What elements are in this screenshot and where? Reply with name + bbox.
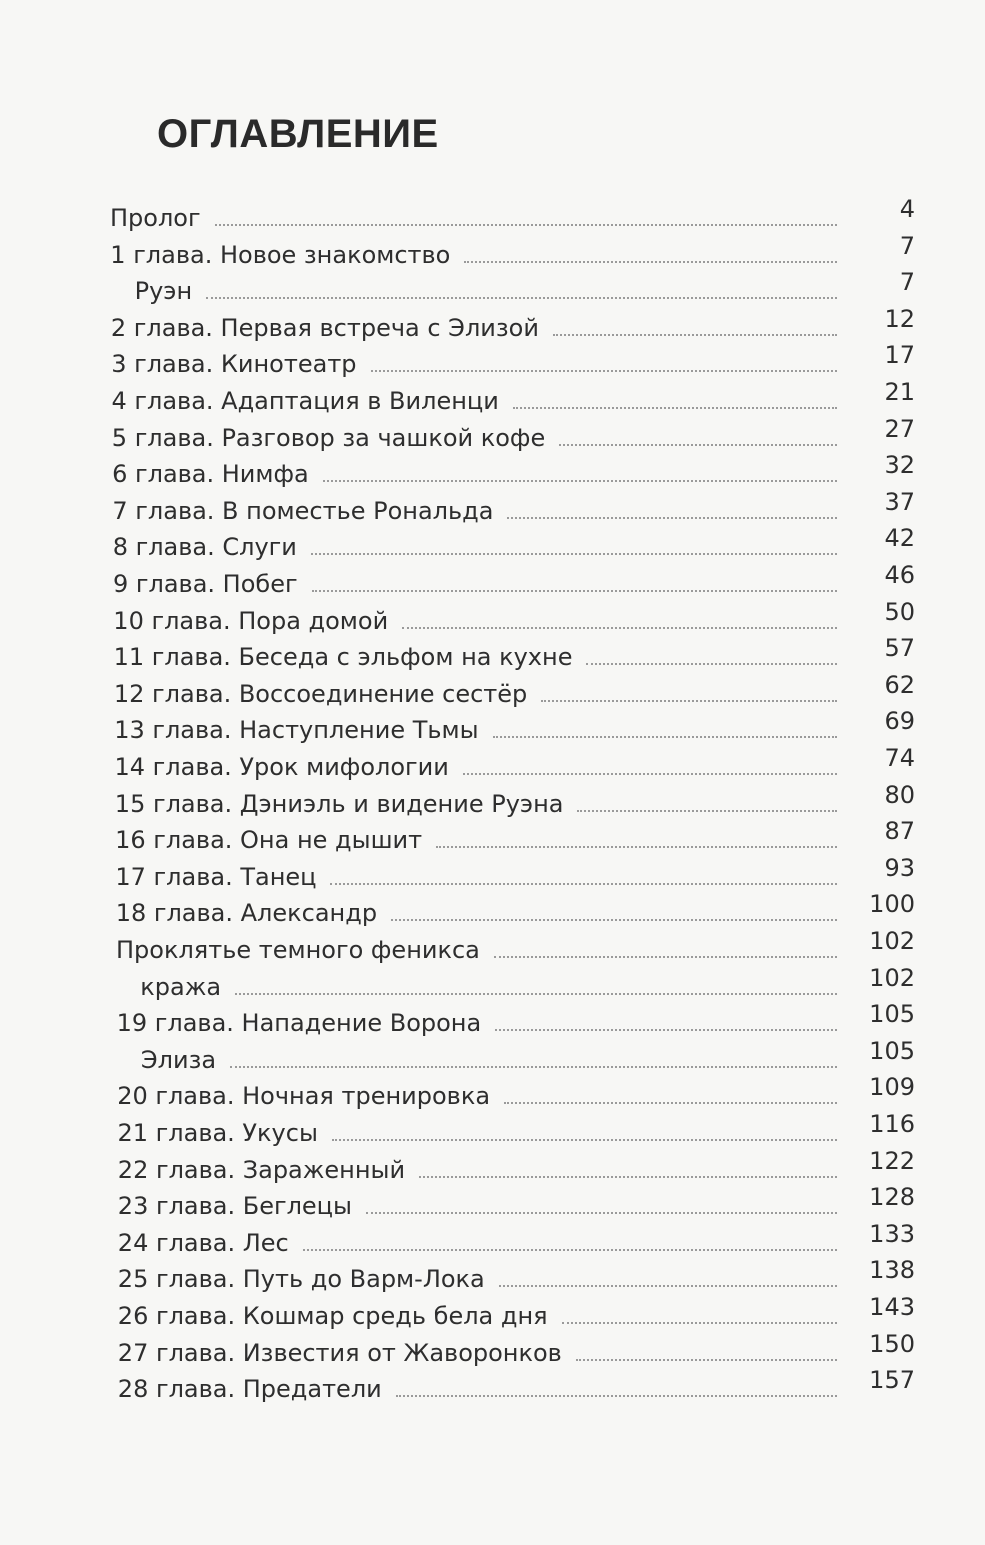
toc-entry-page-number: 32	[884, 451, 915, 480]
toc-entry-label: кража	[140, 972, 222, 1001]
dot-leader	[499, 1285, 837, 1287]
dot-leader	[303, 1249, 837, 1251]
dot-leader	[513, 407, 837, 409]
dot-leader	[312, 590, 837, 592]
dot-leader	[366, 1212, 837, 1214]
toc-entry-label: 1 глава. Новое знакомство	[110, 240, 451, 269]
toc-entry-label: 20 глава. Ночная тренировка	[117, 1082, 491, 1111]
toc-entry	[118, 1367, 915, 1403]
toc-entry-page-number: 74	[884, 744, 915, 772]
toc-entry-page-number: 100	[869, 890, 915, 919]
dot-leader	[206, 297, 837, 299]
dot-leader	[553, 334, 837, 336]
toc-entry-label: Элиза	[140, 1045, 217, 1074]
toc-entry-page-number: 37	[884, 487, 915, 516]
toc-entry	[112, 489, 915, 525]
toc-entry	[118, 1148, 915, 1184]
toc-entry-page-number: 7	[899, 231, 915, 260]
toc-entry	[110, 233, 915, 269]
toc-entry-page-number: 116	[869, 1110, 915, 1138]
dot-leader	[464, 261, 837, 263]
toc-entry	[114, 672, 915, 708]
toc-entry-page-number: 12	[884, 304, 915, 333]
toc-entry-label: 26 глава. Кошмар средь бела дня	[117, 1302, 548, 1330]
dot-leader	[586, 663, 837, 665]
toc-entry-page-number: 7	[899, 268, 915, 297]
toc-entry	[115, 855, 915, 891]
dot-leader	[323, 480, 837, 482]
toc-entry-page-number: 62	[884, 670, 915, 699]
toc-entry	[114, 708, 915, 744]
toc-entry-label: Проклятье темного феникса	[116, 936, 480, 964]
toc-entry-page-number: 69	[884, 707, 915, 736]
toc-entry	[112, 452, 915, 488]
dot-leader	[541, 700, 837, 702]
toc-entry-label: 17 глава. Танец	[115, 862, 317, 891]
toc-entry	[111, 306, 915, 342]
toc-entry-page-number: 42	[884, 524, 915, 553]
dot-leader	[330, 883, 837, 885]
toc-entry-label: 18 глава. Александр	[115, 899, 378, 928]
page-title: ОГЛАВЛЕНИЕ	[157, 112, 439, 156]
toc-entry	[114, 635, 915, 671]
dot-leader	[235, 993, 837, 995]
toc-entry-label: 9 глава. Побег	[113, 570, 298, 598]
toc-entry-label: 16 глава. Она не дышит	[115, 826, 423, 855]
toc-entry-label: 10 глава. Пора домой	[113, 606, 389, 635]
toc-entry	[115, 818, 915, 854]
toc-entry-label: 22 глава. Зараженный	[117, 1155, 406, 1184]
toc-entry-page-number: 122	[869, 1146, 915, 1175]
toc-entry	[118, 1331, 915, 1367]
dot-leader	[463, 773, 837, 775]
toc-entry	[113, 562, 915, 598]
dot-leader	[559, 444, 837, 446]
dot-leader	[436, 846, 837, 848]
toc-entry	[110, 196, 915, 232]
toc-entry	[117, 1074, 915, 1110]
toc-entry	[117, 1001, 915, 1037]
toc-entry-page-number: 157	[869, 1366, 915, 1395]
toc-entry-label: 7 глава. В поместье Рональда	[112, 496, 494, 525]
toc-entry-page-number: 105	[869, 1000, 915, 1029]
toc-entry-page-number: 109	[869, 1073, 915, 1102]
dot-leader	[419, 1176, 837, 1178]
dot-leader	[576, 1359, 837, 1361]
dot-leader	[494, 956, 837, 958]
toc-entry-page-number: 138	[869, 1256, 915, 1285]
toc-entry-label: 23 глава. Беглецы	[117, 1192, 352, 1221]
toc-entry-label: Руэн	[134, 277, 193, 306]
toc-entry	[118, 1294, 915, 1330]
toc-entry	[118, 1111, 916, 1147]
toc-entry-label: 15 глава. Дэниэль и видение Руэна	[114, 789, 564, 818]
dot-leader	[402, 627, 837, 629]
toc-entry-label: 6 глава. Нимфа	[112, 460, 309, 489]
dot-leader	[507, 517, 837, 519]
toc-entry-page-number: 17	[884, 341, 915, 370]
toc-entry-label: 27 глава. Известия от Жаворонков	[117, 1338, 562, 1367]
toc-entry	[111, 342, 915, 378]
toc-entry	[116, 928, 915, 964]
toc-entry-page-number: 105	[869, 1036, 915, 1065]
toc-entry	[116, 891, 915, 927]
toc-entry-page-number: 80	[884, 780, 915, 809]
toc-entry-label: 2 глава. Первая встреча с Элизой	[110, 313, 539, 342]
toc-entry	[112, 416, 915, 452]
toc-entry-label: 8 глава. Слуги	[112, 533, 297, 562]
toc-entry	[118, 1184, 915, 1220]
toc-entry-label: 21 глава. Укусы	[117, 1119, 318, 1147]
dot-leader	[215, 224, 837, 226]
toc-entry	[118, 1257, 915, 1293]
toc-entry	[115, 745, 916, 781]
toc-entry-page-number: 87	[884, 817, 915, 846]
dot-leader	[391, 919, 837, 921]
toc-entry-page-number: 150	[869, 1329, 915, 1358]
toc-entry	[113, 599, 915, 635]
dot-leader	[495, 1029, 837, 1031]
toc-entry-label: 28 глава. Предатели	[117, 1375, 382, 1404]
toc-entry-label: 11 глава. Беседа с эльфом на кухне	[113, 643, 573, 672]
dot-leader	[230, 1066, 837, 1068]
dot-leader	[577, 810, 837, 812]
toc-entry-page-number: 143	[869, 1293, 915, 1321]
dot-leader	[493, 736, 837, 738]
dot-leader	[332, 1139, 837, 1141]
dot-leader	[311, 553, 837, 555]
toc-entry-page-number: 133	[869, 1219, 915, 1248]
toc-entry	[115, 782, 915, 818]
toc-entry-label: 14 глава. Урок мифологии	[114, 753, 449, 781]
dot-leader	[504, 1102, 837, 1104]
toc-entry-label: 12 глава. Воссоединение сестёр	[113, 679, 528, 708]
toc-entry	[118, 1221, 915, 1257]
toc-entry-label: 4 глава. Адаптация в Виленци	[111, 387, 499, 415]
dot-leader	[396, 1395, 837, 1397]
toc-entry	[135, 269, 915, 305]
toc-entry-label: 25 глава. Путь до Варм-Лока	[117, 1265, 485, 1294]
toc-entry-page-number: 46	[884, 561, 915, 589]
toc-entry-page-number: 57	[884, 634, 915, 663]
toc-entry-label: 13 глава. Наступление Тьмы	[114, 716, 479, 745]
toc-entry-page-number: 93	[884, 853, 915, 882]
toc-entry-label: 24 глава. Лес	[117, 1228, 289, 1257]
toc-entry-page-number: 50	[884, 597, 915, 626]
toc-entry-page-number: 128	[869, 1183, 915, 1212]
toc-entry-page-number: 4	[899, 195, 915, 223]
toc-entry-page-number: 102	[869, 927, 915, 955]
toc-entry-label: 19 глава. Нападение Ворона	[116, 1009, 482, 1038]
toc-entry	[113, 525, 915, 561]
toc-entry-page-number: 102	[869, 963, 915, 992]
toc-entry-label: 3 глава. Кинотеатр	[111, 350, 357, 379]
toc-entry	[140, 965, 915, 1001]
dot-leader	[562, 1322, 837, 1324]
toc-entry-page-number: 27	[884, 414, 915, 443]
toc-entry-page-number: 21	[884, 378, 915, 406]
dot-leader	[371, 370, 837, 372]
toc-entry-label: 5 глава. Разговор за чашкой кофе	[111, 423, 546, 452]
toc-entry	[141, 1038, 915, 1074]
toc-entry-label: Пролог	[110, 204, 201, 232]
toc-entry	[112, 379, 916, 415]
